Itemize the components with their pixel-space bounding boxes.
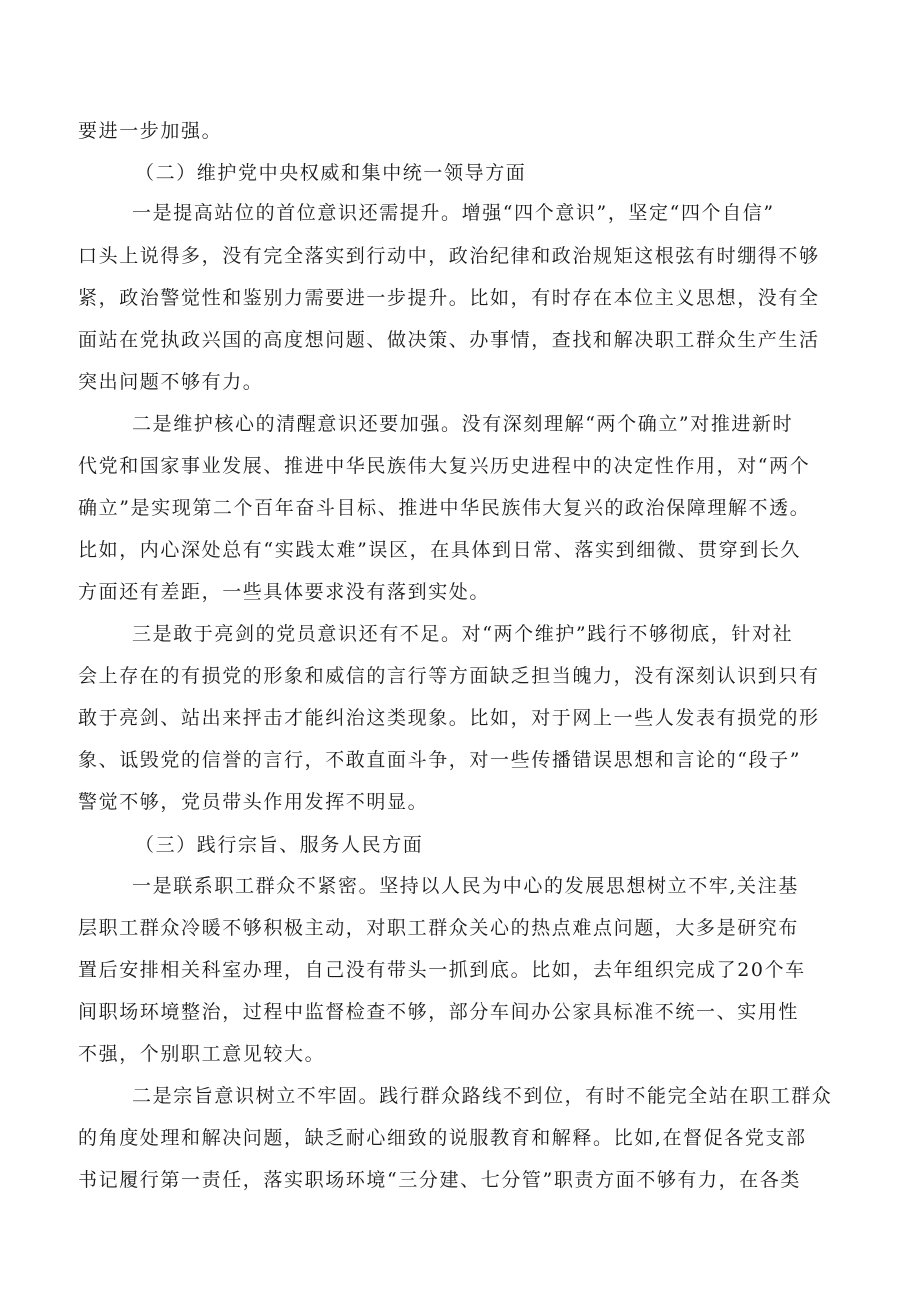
text-line: 要进一步加强。 [78,120,223,142]
text-line: 会上存在的有损党的形象和威信的言行等方面缺乏担当魄力，没有深刻认识到只有 [78,665,820,687]
text-line: 象、诋毁党的信誉的言行，不敢直面斗争，对一些传播错误思想和言论的“段子” [78,749,802,771]
text-line: 面站在党执政兴国的高度想问题、做决策、办事情，查找和解决职工群众生产生活 [78,329,820,351]
text-line: 二是宗旨意识树立不牢固。践行群众路线不到位，有时不能完全站在职工群众 [132,1085,833,1107]
text-line: 层职工群众冷暖不够积极主动，对职工群众关心的热点难点问题，大多是研究布 [78,917,800,939]
text-line: 书记履行第一责任，落实职场环境“三分建、七分管”职责方面不够有力，在各类 [78,1169,802,1191]
text-line: 方面还有差距，一些具体要求没有落到实处。 [78,581,491,603]
text-line: 敢于亮剑、站出来抨击才能纠治这类现象。比如，对于网上一些人发表有损党的形 [78,707,820,729]
text-line: 警觉不够，党员带头作用发挥不明显。 [78,791,429,813]
text-line: 紧，政治警觉性和鉴别力需要进一步提升。比如，有时存在本位主义思想，没有全 [78,287,820,309]
text-line: 的角度处理和解决问题，缺乏耐心细致的说服教育和解释。比如,在督促各党支部 [78,1127,807,1149]
text-line: 一是提高站位的首位意识还需提升。增强“四个意识”，坚定“四个自信” [132,202,775,224]
section-heading: （三）践行宗旨、服务人民方面 [135,834,424,856]
text-line: 口头上说得多，没有完全落实到行动中，政治纪律和政治规矩这根弦有时绷得不够 [78,245,820,267]
text-line: 不强，个别职工意见较大。 [78,1043,326,1065]
text-line: 一是联系职工群众不紧密。坚持以人民为中心的发展思想树立不牢,关注基 [132,875,799,897]
text-line: 确立”是实现第二个百年奋斗目标、推进中华民族伟大复兴的政治保障理解不透。 [78,497,811,519]
text-line: 二是维护核心的清醒意识还要加强。没有深刻理解“两个确立”对推进新时 [132,413,794,435]
text-line: 比如，内心深处总有“实践太难”误区，在具体到日常、落实到细微、贯穿到长久 [78,539,802,561]
text-line: 间职场环境整治，过程中监督检查不够，部分车间办公家具标准不统一、实用性 [78,1001,800,1023]
text-line: 代党和国家事业发展、推进中华民族伟大复兴历史进程中的决定性作用，对“两个 [78,455,811,477]
text-line: 置后安排相关科室办理，自己没有带头一抓到底。比如，去年组织完成了20个车 [78,959,806,981]
text-line: 突出问题不够有力。 [78,371,264,393]
section-heading: （二）维护党中央权威和集中统一领导方面 [135,162,527,184]
text-line: 三是敢于亮剑的党员意识还有不足。对“两个维护”践行不够彻底，针对社 [132,623,794,645]
